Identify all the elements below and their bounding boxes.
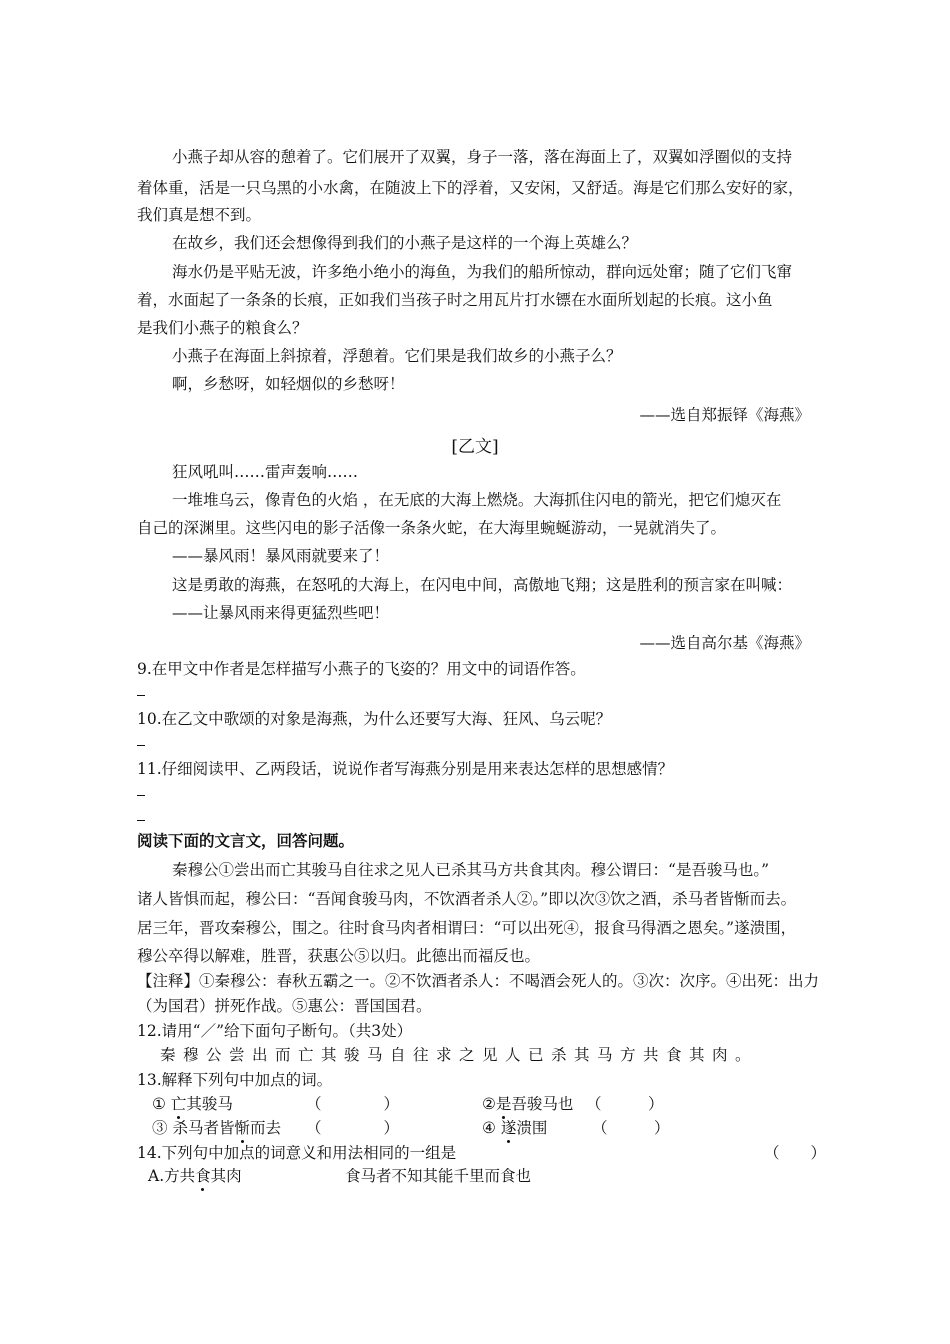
emphasis-dot-char: 遂 [501, 1116, 517, 1138]
yi-source: ——选自高尔基《海燕》 [639, 634, 810, 652]
q14-option-a-compare: 食马者不知其能千里而食也 [345, 1167, 532, 1185]
answer-blank-10[interactable] [137, 745, 145, 746]
jia-paragraph-2: 在故乡，我们还会想像得到我们的小燕子是这样的一个海上英雄么？ [172, 234, 638, 252]
q13-answer-blank-4[interactable]: （ ） [592, 1119, 670, 1137]
jia-paragraph-1-line-3: 我们真是想不到。 [137, 206, 262, 224]
question-9: 9.在甲文中作者是怎样描写小燕子的飞姿的？用文中的词语作答。 [137, 660, 586, 678]
annotation-line-2: （为国君）拼死作战。⑤惠公：晋国国君。 [137, 997, 432, 1015]
classical-heading: 阅读下面的文言文，回答问题。 [137, 832, 355, 850]
classical-line-1: 秦穆公①尝出而亡其骏马自往求之见人已杀其马方共食其肉。穆公谓曰：“是吾骏马也。” [172, 861, 770, 879]
jia-paragraph-3-line-3: 是我们小燕子的粮食么？ [137, 319, 308, 337]
answer-blank-11b[interactable] [137, 820, 145, 821]
question-10: 10.在乙文中歌颂的对象是海燕，为什么还要写大海、狂风、乌云呢？ [137, 710, 612, 728]
question-13-prompt: 13.解释下列句中加点的词。 [137, 1071, 333, 1089]
q14-option-a: A.方共食其肉 [148, 1164, 242, 1186]
answer-blank-11a[interactable] [137, 795, 145, 796]
classical-line-3: 居三年，晋攻秦穆公，围之。往时食马肉者相谓曰：“可以出死④，报食马得酒之恩矣。”遂溃围， [137, 919, 797, 937]
q13-answer-blank-2[interactable]: （ ） [586, 1095, 664, 1113]
yi-paragraph-1: 狂风吼叫……雷声轰响…… [172, 463, 359, 481]
classical-line-2: 诸人皆惧而起，穆公曰：“吾闻食骏马肉，不饮酒者杀人②。”即以次③饮之酒，杀马者皆惭而去。 [137, 890, 797, 908]
jia-source: ——选自郑振铎《海燕》 [639, 406, 810, 424]
yi-title: [乙文] [451, 437, 499, 457]
q13-item-4: ④ 遂溃围 [482, 1116, 547, 1138]
yi-paragraph-5: ——让暴风雨来得更猛烈些吧！ [172, 604, 390, 622]
question-12-prompt: 12.请用“／”给下面句子断句。（共3处） [137, 1022, 413, 1040]
yi-paragraph-2-line-2: 自己的深渊里。这些闪电的影子活像一条条火蛇，在大海里蜿蜒游动，一晃就消失了。 [137, 519, 727, 537]
question-14-prompt: 14.下列句中加点的词意义和用法相同的一组是 [137, 1144, 457, 1162]
jia-paragraph-4: 小燕子在海面上斜掠着，浮憩着。它们果是我们故乡的小燕子么？ [172, 347, 622, 365]
q13-answer-blank-3[interactable]: （ ） [306, 1119, 400, 1137]
jia-paragraph-5: 啊，乡愁呀，如轻烟似的乡愁呀！ [172, 375, 405, 393]
yi-paragraph-4: 这是勇敢的海燕，在怒吼的大海上，在闪电中间，高傲地飞翔；这是胜利的预言家在叫喊： [172, 576, 793, 594]
emphasis-dot-char: 亡 [171, 1092, 187, 1114]
emphasis-dot-char: 是 [496, 1092, 512, 1114]
yi-paragraph-2-line-1: 一堆堆乌云，像青色的火焰 ，在无底的大海上燃烧。大海抓住闪电的箭光，把它们熄灭在 [172, 491, 782, 509]
emphasis-dot-char: 食 [195, 1164, 211, 1186]
yi-paragraph-3: ——暴风雨！暴风雨就要来了！ [172, 547, 390, 565]
q13-answer-blank-1[interactable]: （ ） [306, 1095, 400, 1113]
jia-paragraph-3-line-1: 海水仍是平贴无波，许多绝小绝小的海鱼，为我们的船所惊动，群向远处窜；随了它们飞窜 [172, 263, 793, 281]
question-12-sentence: 秦穆公尝出而亡其骏马自往求之见人已杀其马方共食其肉。 [160, 1046, 759, 1064]
jia-paragraph-1-line-2: 着体重，活是一只乌黑的小水禽，在随波上下的浮着，又安闲，又舒适。海是它们那么安好的家， [137, 179, 804, 197]
emphasis-dot-char: 惭 [234, 1116, 250, 1138]
question-11: 11.仔细阅读甲、乙两段话，说说作者写海燕分别是用来表达怎样的思想感情？ [137, 760, 674, 778]
q13-item-2: ②是吾骏马也 [482, 1092, 573, 1114]
annotation-line-1: 【注释】①秦穆公：春秋五霸之一。②不饮酒者杀人：不喝酒会死人的。③次：次序。④出死：出力 [137, 972, 820, 990]
q13-item-1: ① 亡其骏马 [152, 1092, 233, 1114]
classical-line-4: 穆公卒得以解难，胜晋，获惠公⑤以归。此德出而福反也。 [137, 947, 541, 965]
q14-answer-blank[interactable]: （ ） [764, 1144, 827, 1162]
q13-item-3: ③ 杀马者皆惭而去 [152, 1116, 281, 1138]
answer-blank-9[interactable] [137, 695, 145, 696]
jia-paragraph-3-line-2: 着，水面起了一条条的长痕，正如我们当孩子时之用瓦片打水镖在水面所划起的长痕。这小鱼 [137, 291, 773, 309]
jia-paragraph-1-line-1: 小燕子却从容的憩着了。它们展开了双翼，身子一落，落在海面上了，双翼如浮圈似的支持 [172, 148, 793, 166]
